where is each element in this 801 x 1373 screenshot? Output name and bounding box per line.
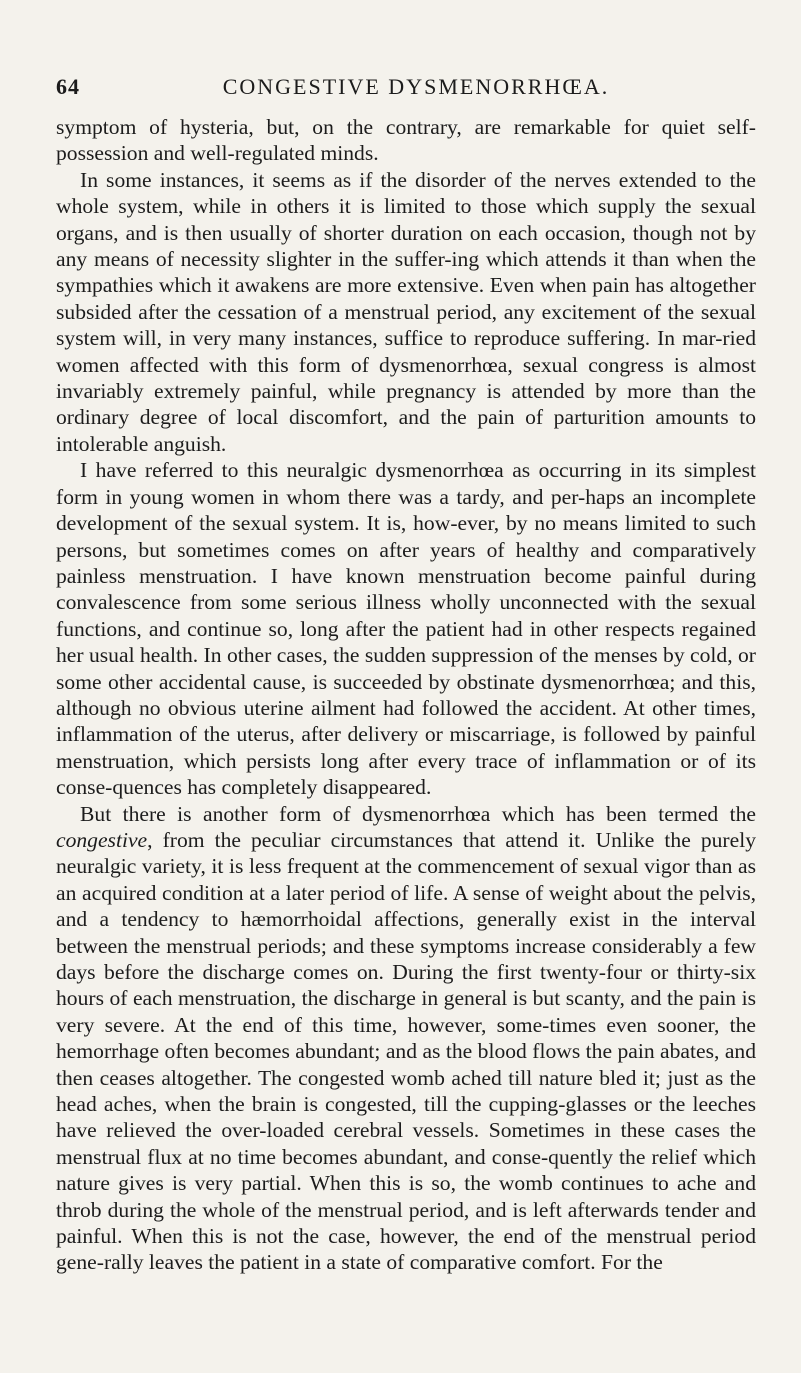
paragraph-3: I have referred to this neuralgic dysmenorrhœa as occurring in its simplest form in young women in whom there was a tardy, and per-haps an incomplete development of the sexual system. It is, how-ever, by no means limited to such persons, but sometimes comes on after years of healthy and comparatively painless menstruation. I have known menstruation become painful during convalescence from some serious illness wholly unconnected with the sexual functions, and continue so, long after the patient had in other respects regained her usual health. In other cases, the sudden suppression of the menses by cold, or some other accidental cause, is succeeded by obstinate dysmenorrhœa; and this, although no obvious uterine ailment had followed the accident. At other times, inflammation of the uterus, after delivery or miscarriage, is followed by painful menstruation, which persists long after every trace of inflammation or of its conse-quences has completely disappeared. [56,458,756,800]
running-head [56,74,776,104]
emphasized-term: congestive [56,827,148,852]
running-head-title: CONGESTIVE DYSMENORRHŒA. [222,74,610,99]
paragraph-1: symptom of hysteria, but, on the contrary, are remarkable for quiet self-possession and well-regulated minds. [56,115,756,166]
page-number: 64 [56,74,80,99]
body-text [56,114,756,1276]
paragraph-4-text-before: But there is another form of dysmenorrhœa which has been termed the [80,801,756,826]
paragraph-4 [56,801,756,1276]
paragraph-4-text-after: , from the peculiar circumstances that attend it. Unlike the purely neuralgic variety, it is less frequent at the commencement of sexual vigor than as an acquired condition at a later period of life. A sense of weight about the pelvis, and a tendency to hæmorrhoidal affections, generally exist in the interval between the menstrual periods; and these symptoms increase considerably a few days before the discharge comes on. During the first twenty-four or thirty-six hours of each menstruation, the discharge in general is but scanty, and the pain is very severe. At the end of this time, however, some-times even sooner, the hemorrhage often becomes abundant; and as the blood flows the pain abates, and then ceases altogether. The congested womb ached till nature bled it; just as the head aches, when the brain is congested, till the cupping-glasses or the leeches have relieved the over-loaded cerebral vessels. Sometimes in these cases the menstrual flux at no time becomes abundant, and conse-quently the relief which nature gives is very partial. When this is so, the womb continues to ache and throb during the whole of the menstrual period, and is left afterwards tender and painful. When this is not the case, however, the end of the menstrual period gene-rally leaves the patient in a state of comparative comfort. For the [56,827,756,1275]
paragraph-2: In some instances, it seems as if the disorder of the nerves extended to the whole system, while in others it is limited to those which supply the sexual organs, and is then usually of shorter duration on each occasion, though not by any means of necessity slighter in the suffer-ing which attends it than when the sympathies which it awakens are more extensive. Even when pain has altogether subsided after the cessation of a menstrual period, any excitement of the sexual system will, in very many instances, suffice to reproduce suffering. In mar-ried women affected with this form of dysmenorrhœa, sexual congress is almost invariably extremely painful, while pregnancy is attended by more than the ordinary degree of local discomfort, and the pain of parturition amounts to intolerable anguish. [56,167,756,456]
